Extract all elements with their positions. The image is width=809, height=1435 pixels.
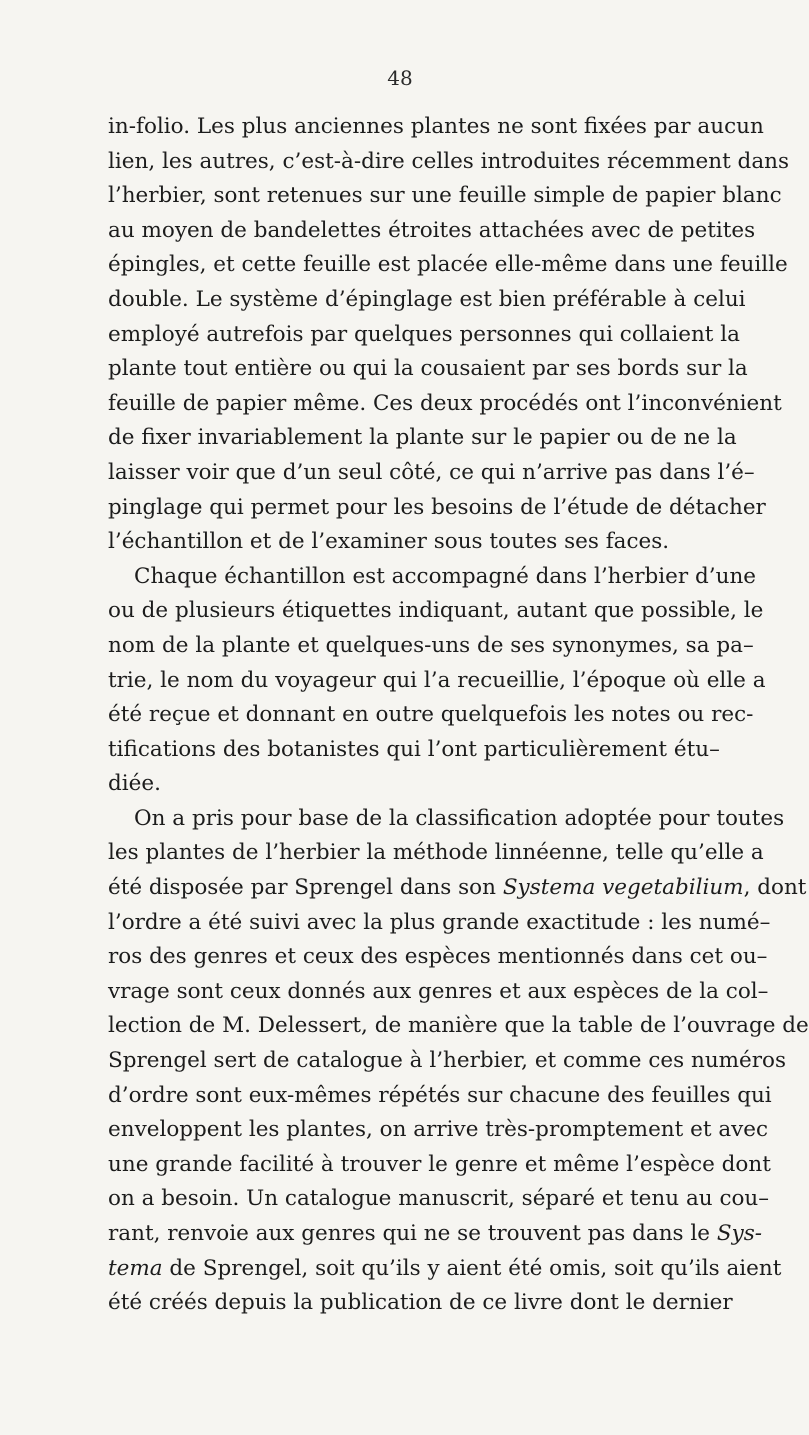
text-line-with-italic (108, 871, 807, 906)
text-line: plante tout entière ou qui la cousaient par ses bords sur la (108, 356, 748, 382)
body-text (108, 110, 809, 1321)
text-run: de Sprengel, soit qu’ils y aient été omis, soit qu’ils aient (162, 1255, 782, 1281)
text-line: l’herbier, sont retenues sur une feuille simple de papier blanc (108, 183, 782, 209)
text-line: d’ordre sont eux-mêmes répétés sur chacune des feuilles qui (108, 1082, 772, 1108)
text-line: pinglage qui permet pour les besoins de l’étude de détacher (108, 494, 766, 520)
text-line: l’échantillon et de l’examiner sous toutes ses faces. (108, 529, 670, 555)
text-line: laisser voir que d’un seul côté, ce qui n’arrive pas dans l’é– (108, 459, 755, 485)
text-line: les plantes de l’herbier la méthode linnéenne, telle qu’elle a (108, 840, 764, 866)
text-line: une grande facilité à trouver le genre et même l’espèce dont (108, 1151, 771, 1177)
text-line: diée. (108, 771, 161, 797)
paragraph-start-line: Chaque échantillon est accompagné dans l’herbier d’une (134, 563, 757, 589)
text-line: on a besoin. Un catalogue manuscrit, séparé et tenu au cou– (108, 1186, 770, 1212)
text-line: lien, les autres, c’est-à-dire celles introduites récemment dans (108, 148, 790, 174)
text-line: nom de la plante et quelques-uns de ses synonymes, sa pa– (108, 632, 754, 658)
text-line: ou de plusieurs étiquettes indiquant, autant que possible, le (108, 598, 764, 624)
italic-title: Systema vegetabilium (502, 875, 744, 901)
text-line: lection de M. Delessert, de manière que la table de l’ouvrage de (108, 1013, 809, 1039)
italic-title: tema (108, 1255, 163, 1281)
text-run: rant, renvoie aux genres qui ne se trouvent pas dans le (108, 1221, 717, 1246)
text-line: feuille de papier même. Ces deux procédés ont l’inconvénient (108, 390, 782, 416)
text-run: été disposée par Sprengel dans son (108, 875, 503, 901)
text-line: été reçue et donnant en outre quelquefois les notes ou rec- (108, 702, 754, 728)
text-line: de fixer invariablement la plante sur le papier ou de ne la (108, 425, 737, 451)
text-line: Sprengel sert de catalogue à l’herbier, et comme ces numéros (108, 1048, 787, 1074)
page-number: 48 (387, 66, 413, 90)
text-line: ros des genres et ceux des espèces mentionnés dans cet ou– (108, 944, 768, 970)
text-line: in-folio. Les plus anciennes plantes ne sont fixées par aucun (108, 114, 764, 139)
italic-title: Sys- (716, 1221, 763, 1246)
text-line: l’ordre a été suivi avec la plus grande exactitude : les numé– (108, 909, 771, 935)
text-line: tifications des botanistes qui l’ont particulièrement étu– (108, 736, 720, 762)
text-line-with-italic (108, 1217, 763, 1252)
text-line: trie, le nom du voyageur qui l’a recueillie, l’époque où elle a (108, 667, 766, 693)
text-line: au moyen de bandelettes étroites attachées avec de petites (108, 217, 756, 243)
text-line: été créés depuis la publication de ce livre dont le dernier (108, 1290, 733, 1316)
text-line-with-italic (108, 1252, 782, 1287)
text-run: , dont (743, 875, 807, 901)
text-line: épingles, et cette feuille est placée elle-même dans une feuille (108, 252, 788, 278)
paragraph-start-line: On a pris pour base de la classification adoptée pour toutes (134, 805, 785, 831)
text-line: employé autrefois par quelques personnes qui collaient la (108, 321, 740, 347)
text-line: vrage sont ceux donnés aux genres et aux espèces de la col– (108, 978, 769, 1004)
text-line: enveloppent les plantes, on arrive très-promptement et avec (108, 1117, 769, 1143)
text-line: double. Le système d’épinglage est bien préférable à celui (108, 286, 746, 312)
